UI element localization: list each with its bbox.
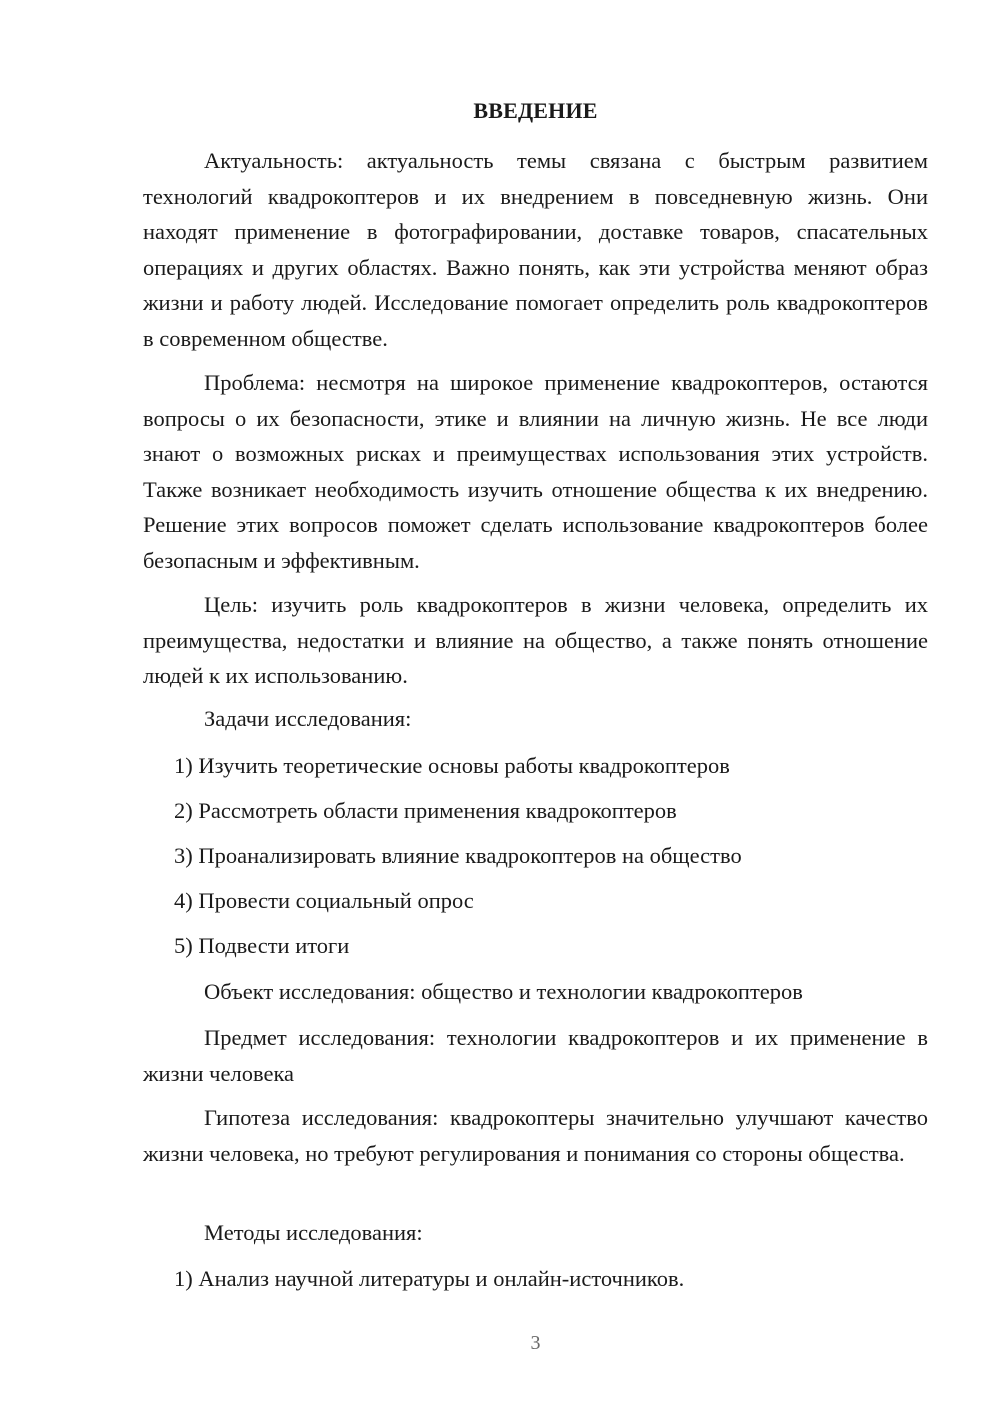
relevance-paragraph: Актуальность: актуальность темы связана с быстрым развитием технологий квадрокоптеров и их внедрением в повседневную жизнь. Они находят применение в фотографировании, доставке товаров, спасательных операциях и других областях. Важно понять, как эти устройства меняют образ жизни и работу людей. Исследование помогает определить роль квадрокоптеров в современном обществе. — [143, 148, 928, 351]
methods-heading: Методы исследования: — [204, 1220, 423, 1245]
task-item-3: 3) Проанализировать влияние квадрокоптеров на общество — [174, 843, 742, 868]
page-title: ВВЕДЕНИЕ — [473, 98, 598, 123]
task-item-4: 4) Провести социальный опрос — [174, 888, 474, 913]
method-item-1: 1) Анализ научной литературы и онлайн-источников. — [174, 1266, 685, 1291]
task-item-5: 5) Подвести итоги — [174, 933, 350, 958]
task-item-2: 2) Рассмотреть области применения квадрокоптеров — [174, 798, 677, 823]
document-page — [143, 0, 928, 1414]
hypothesis-paragraph: Гипотеза исследования: квадрокоптеры значительно улучшают качество жизни человека, но требуют регулирования и понимания со стороны общества. — [143, 1105, 928, 1166]
goal-paragraph: Цель: изучить роль квадрокоптеров в жизни человека, определить их преимущества, недостатки и влияние на общество, а также понять отношение людей к их использованию. — [143, 592, 928, 688]
tasks-heading: Задачи исследования: — [204, 706, 412, 731]
page-number: 3 — [530, 1332, 541, 1354]
problem-paragraph: Проблема: несмотря на широкое применение квадрокоптеров, остаются вопросы о их безопасности, этике и влиянии на личную жизнь. Не все люди знают о возможных рисках и преимуществах использования этих устройств. Также возникает необходимость изучить отношение общества к их внедрению. Решение этих вопросов поможет сделать использование квадрокоптеров более безопасным и эффективным. — [143, 370, 928, 573]
task-item-1: 1) Изучить теоретические основы работы квадрокоптеров — [174, 753, 730, 778]
object-line: Объект исследования: общество и технологии квадрокоптеров — [204, 979, 803, 1004]
subject-paragraph: Предмет исследования: технологии квадрокоптеров и их применение в жизни человека — [143, 1025, 928, 1086]
